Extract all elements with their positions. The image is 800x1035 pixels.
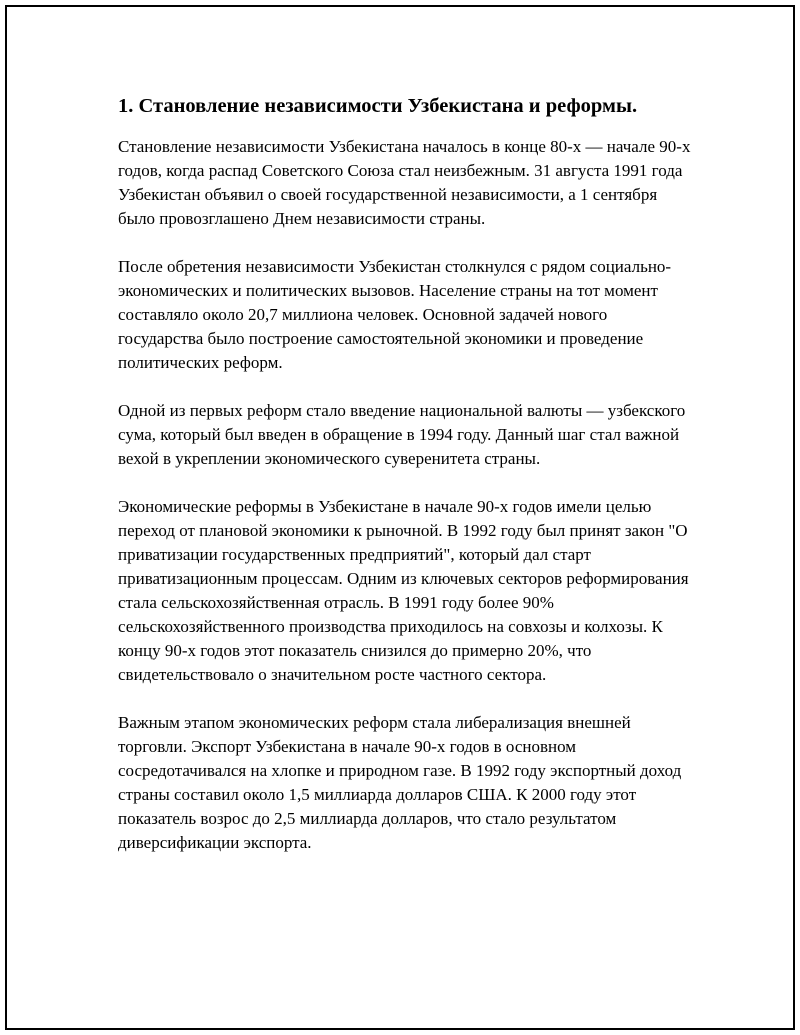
- paragraph-challenges: После обретения независимости Узбекистан столкнулся с рядом социально-экономических и политических вызовов. Население страны на тот момент составляло около 20,7 миллиона человек. Основной задачей нового государства было построение самостоятельной экономики и проведение политических реформ.: [118, 257, 672, 372]
- paragraph-independence: Становление независимости Узбекистана началось в конце 80-х — начале 90-х годов, когда распад Советского Союза стал неизбежным. 31 августа 1991 года Узбекистан объявил о своей государственной независимости, а 1 сентября было провозглашено Днем независимости страны.: [118, 137, 691, 228]
- document-title: 1. Становление независимости Узбекистана и реформы.: [118, 95, 638, 117]
- paragraph-trade-liberalization: Важным этапом экономических реформ стала либерализация внешней торговли. Экспорт Узбекистана в начале 90-х годов в основном сосредотачивался на хлопке и природном газе. В 1992 году экспортный доход страны составил около 1,5 миллиарда долларов США. К 2000 году этот показатель возрос до 2,5 миллиарда долларов, что стало результатом диверсификации экспорта.: [118, 713, 682, 852]
- paragraph-economic-reforms: Экономические реформы в Узбекистане в начале 90-х годов имели целью переход от плановой экономики к рыночной. В 1992 году был принят закон "О приватизации государственных предприятий", который дал старт приватизационным процессам. Одним из ключевых секторов реформирования стала сельскохозяйственная отрасль. В 1991 году более 90% сельскохозяйственного производства приходилось на совхозы и колхозы. К концу 90-х годов этот показатель снизился до примерно 20%, что свидетельствовало о значительном росте частного сектора.: [118, 497, 689, 684]
- paragraph-currency: Одной из первых реформ стало введение национальной валюты — узбекского сума, который был введен в обращение в 1994 году. Данный шаг стал важной вехой в укреплении экономического суверенитета страны.: [118, 401, 686, 468]
- document-body: [118, 92, 693, 879]
